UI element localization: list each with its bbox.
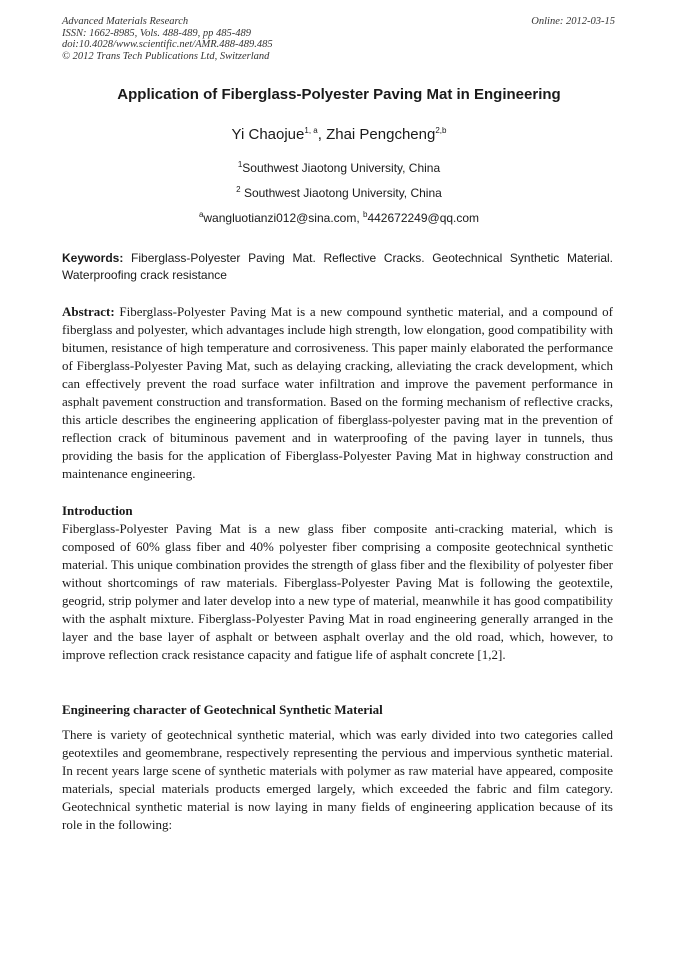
email-line (0, 211, 678, 225)
author-separator: , (317, 126, 327, 143)
keywords-text: Fiberglass-Polyester Paving Mat. Reflective Cracks. Geotechnical Synthetic Material. Waterproofing crack resistance (62, 251, 613, 282)
abstract (62, 303, 613, 483)
author-2: Zhai Pengcheng (326, 126, 436, 143)
affiliation-2-text: Southwest Jiaotong University, China (240, 186, 442, 200)
author-line (0, 126, 678, 143)
copyright-line: © 2012 Trans Tech Publications Ltd, Switzerland (62, 50, 270, 62)
author-1: Yi Chaojue (231, 126, 305, 143)
paper-title: Application of Fiberglass-Polyester Paving Mat in Engineering (117, 86, 561, 103)
introduction-paragraph: Fiberglass-Polyester Paving Mat is a new glass fiber composite anti-cracking material, which is composed of 60% glass fiber and 40% polyester fiber comprising a composite geotechnical synthetic material. This unique combination provides the strength of glass fiber and the flexibility of polyester fiber without shortcomings of raw materials. Fiberglass-Polyester Paving Mat is following the geotextile, geogrid, strip polymer and later develop into a new type of material, meanwhile it has good compatibility with the asphalt mixture. Fiberglass-Polyester Paving Mat in road engineering generally arranged in the layer and the base layer of asphalt or between asphalt overlay and the old road, which, however, to improve reflection crack resistance capacity and fatigue life of asphalt concrete [1,2]. (62, 521, 613, 662)
journal-name: Advanced Materials Research (62, 16, 189, 27)
author-1-sup: 1, a (304, 126, 318, 135)
email-a[interactable]: wangluotianzi012@sina.com, (203, 211, 363, 225)
doi-line: doi:10.4028/www.scientific.net/AMR.488-489.485 (62, 39, 273, 50)
online-date: Online: 2012-03-15 (531, 16, 615, 27)
email-b[interactable]: 442672249@qq.com (367, 211, 480, 225)
author-2-sup: 2,b (435, 126, 447, 135)
keywords (62, 250, 613, 284)
affiliation-1-text: Southwest Jiaotong University, China (242, 161, 441, 175)
issn-line: ISSN: 1662-8985, Vols. 488-489, pp 485-489 (62, 27, 251, 39)
keywords-label: Keywords: (62, 251, 124, 265)
affiliation-2 (0, 186, 678, 200)
affiliation-1 (0, 161, 678, 175)
engineering-paragraph: There is variety of geotechnical synthetic material, which was early divided into two categories called geotextiles and geomembrane, respectively representing the pervious and impervious synthetic material. In recent years large scene of synthetic materials with polymer as raw material have appeared, composite materials, special materials products emerged largely, which exceeded the fabric and film category. Geotechnical synthetic material is now laying in many fields of engineering application because of its role in the following: (62, 727, 613, 832)
introduction-heading: Introduction (62, 503, 133, 518)
journal-header (62, 16, 273, 62)
affiliation-2-sup: 2 (236, 185, 241, 194)
engineering-heading: Engineering character of Geotechnical Synthetic Material (62, 702, 383, 717)
abstract-text: Fiberglass-Polyester Paving Mat is a new compound synthetic material, and a compound of fiberglass and polyester, which advantages include high strength, low elongation, good compatibility with bitumen, resistance of high temperature and corrosiveness. This paper mainly elaborated the performance of Fiberglass-Polyester Paving Mat, such as delaying cracking, alleviating the crack development, which can effectively prevent the road surface water infiltration and improve the pavement performance in asphalt pavement construction and transformation. Based on the forming mechanism of reflective cracks, this article describes the engineering application of fiberglass-polyester paving mat in the prevention of reflection crack of bituminous pavement and in waterproofing of the paving layer in tunnels, thus providing the basis for the application of Fiberglass-Polyester Paving Mat in highway construction and maintenance engineering. (62, 304, 613, 481)
email-a-sup: a (198, 210, 204, 219)
affiliation-1-sup: 1 (237, 160, 243, 169)
email-b-sup: b (363, 210, 368, 219)
abstract-label: Abstract: (62, 304, 115, 319)
